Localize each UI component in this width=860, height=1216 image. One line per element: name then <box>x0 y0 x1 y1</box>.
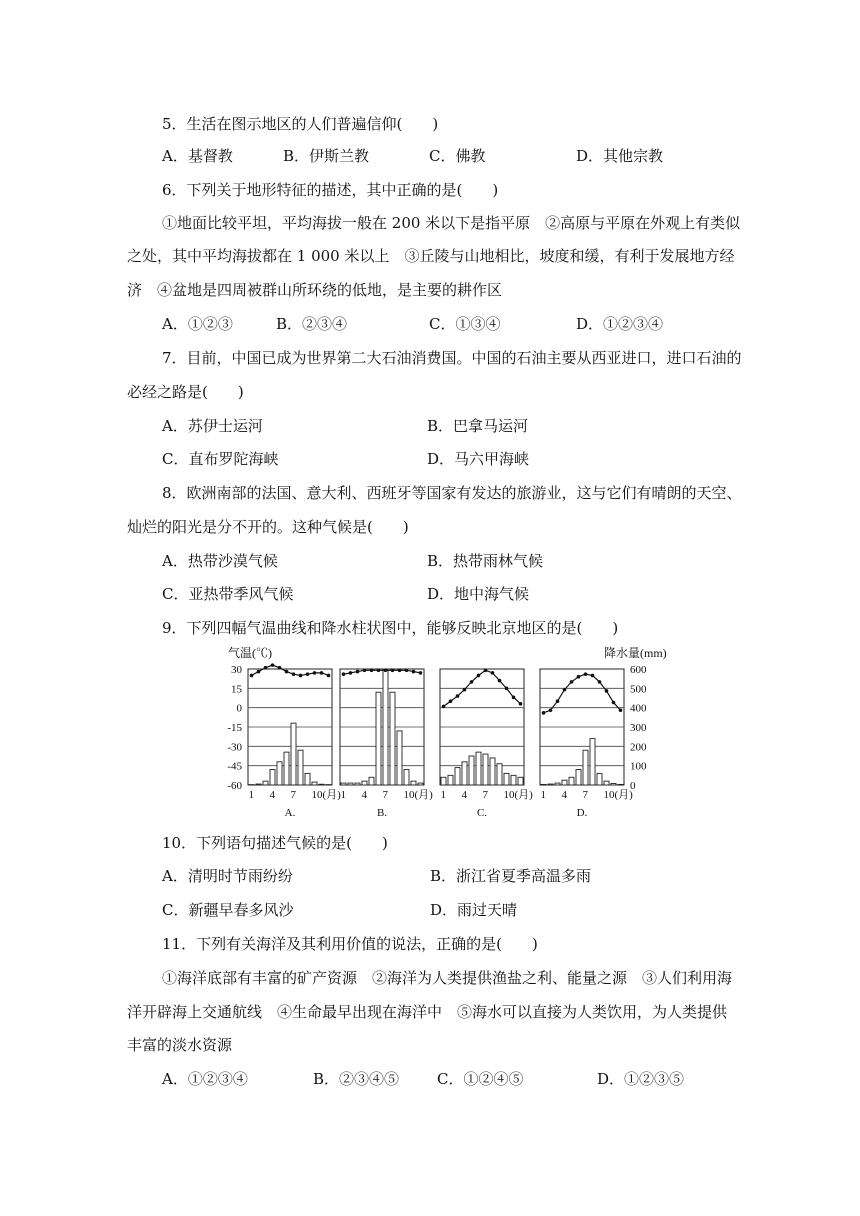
temp-point <box>250 674 254 678</box>
temp-point <box>605 689 609 693</box>
temp-point <box>377 668 381 672</box>
precip-bar <box>618 784 623 785</box>
q6-option-d[interactable]: D．①②③④ <box>576 315 664 333</box>
temp-point <box>370 668 374 672</box>
q7-option-a[interactable]: A．苏伊士运河 <box>162 417 263 435</box>
precip-bar <box>312 782 317 785</box>
temp-tick-label: 30 <box>231 664 242 676</box>
temp-point <box>356 670 360 674</box>
panel-label: D. <box>576 807 588 819</box>
question-6-body-3: 济 ④盆地是四周被群山所环绕的低地，是主要的耕作区 <box>127 281 503 299</box>
precip-bar <box>497 764 502 785</box>
q5-option-d[interactable]: D．其他宗教 <box>576 147 664 165</box>
month-tick-label: 4 <box>269 789 275 801</box>
precip-bar <box>483 754 488 785</box>
temp-point <box>498 679 502 683</box>
temp-point <box>563 688 567 692</box>
q6-option-c[interactable]: C．①③④ <box>429 315 501 333</box>
precip-bar <box>511 775 516 785</box>
precip-bar <box>590 739 595 785</box>
q7-option-c[interactable]: C．直布罗陀海峡 <box>162 450 279 468</box>
question-11-body-2: 洋开辟海上交通航线 ④生命最早出现在海洋中 ⑤海水可以直接为人类饮用，为人类提供 <box>127 1003 728 1021</box>
temp-point <box>342 672 346 676</box>
temp-point <box>285 670 289 674</box>
temp-axis-ticks <box>227 664 242 792</box>
precip-bar <box>298 750 303 785</box>
chart-panel <box>248 663 341 819</box>
month-tick-label: 4 <box>461 789 467 801</box>
month-tick-label: 1 <box>340 789 346 801</box>
precip-tick-label: 100 <box>630 760 647 773</box>
temp-tick-label: 15 <box>231 683 242 696</box>
temp-point <box>384 668 388 672</box>
temp-point <box>398 668 402 672</box>
temp-point <box>271 663 275 667</box>
temp-point <box>484 668 488 672</box>
q10-option-c[interactable]: C．新疆早春多风沙 <box>162 901 294 919</box>
precip-bar <box>611 783 616 785</box>
precip-bar <box>541 784 546 785</box>
temp-point <box>442 705 446 709</box>
month-tick-label: 10(月) <box>311 789 341 801</box>
question-9-stem: 9．下列四幅气温曲线和降水柱状图中，能够反映北京地区的是( ) <box>162 619 619 637</box>
temp-point <box>412 670 416 674</box>
temp-point <box>505 687 509 691</box>
precip-tick-label: 500 <box>630 683 647 696</box>
temp-point <box>320 671 324 675</box>
precip-bar <box>404 770 409 785</box>
q5-option-c[interactable]: C．佛教 <box>429 147 486 165</box>
question-8-stem-1: 8．欧洲南部的法国、意大利、西班牙等国家有发达的旅游业，这与它们有晴朗的天空、 <box>162 484 742 502</box>
temp-point <box>491 671 495 675</box>
precip-bar <box>469 756 474 785</box>
question-11-body-1: ①海洋底部有丰富的矿产资源 ②海洋为人类提供渔盐之利、能量之源 ③人们利用海 <box>162 969 733 987</box>
question-11-stem: 11．下列有关海洋及其利用价值的说法，正确的是( ) <box>162 935 538 953</box>
precip-bar <box>418 783 423 785</box>
question-6-body-1: ①地面比较平坦，平均海拔一般在 200 米以下是指平原 ②高原与平原在外观上有类似 <box>162 214 741 232</box>
precip-bar <box>284 752 289 785</box>
precip-bar <box>604 781 609 785</box>
precip-bar <box>390 692 395 785</box>
precip-bar <box>562 780 567 785</box>
precip-bar <box>263 781 268 785</box>
q11-option-b[interactable]: B．②③④⑤ <box>313 1070 400 1088</box>
temp-point <box>463 688 467 692</box>
precip-bar <box>462 762 467 785</box>
precip-bar <box>397 731 402 785</box>
temp-point <box>598 680 602 684</box>
temp-point <box>264 666 268 670</box>
q11-option-d[interactable]: D．①②③⑤ <box>597 1070 685 1088</box>
month-tick-label: 10(月) <box>403 789 433 801</box>
month-tick-label: 4 <box>361 789 367 801</box>
precip-axis-ticks <box>630 664 647 792</box>
temp-point <box>257 670 261 674</box>
temp-point <box>477 674 481 678</box>
temp-point <box>577 675 581 679</box>
temp-point <box>619 708 623 712</box>
month-tick-label: 7 <box>382 789 388 801</box>
precip-bar <box>576 770 581 785</box>
panel-label: B. <box>376 807 388 819</box>
temp-point <box>612 701 616 705</box>
precip-bar <box>518 777 523 785</box>
temp-point <box>591 674 595 678</box>
temp-tick-label: -45 <box>227 760 242 773</box>
panel-label: C. <box>476 807 488 819</box>
temp-point <box>349 671 353 675</box>
temp-point <box>313 671 317 675</box>
precip-bar <box>476 752 481 785</box>
precip-bar <box>583 750 588 785</box>
q6-option-a[interactable]: A．①②③ <box>162 315 233 333</box>
precip-bar <box>383 669 388 785</box>
q8-option-d[interactable]: D．地中海气候 <box>427 585 530 603</box>
precip-bar <box>256 784 261 785</box>
precip-bar <box>555 783 560 785</box>
month-tick-label: 7 <box>482 789 488 801</box>
precip-bar <box>376 692 381 785</box>
chart-panel <box>540 669 633 819</box>
precip-bar <box>369 777 374 785</box>
precip-bar <box>341 783 346 785</box>
precip-bar <box>597 773 602 785</box>
temp-point <box>327 674 331 678</box>
precip-bar <box>441 777 446 785</box>
precip-bar <box>411 781 416 785</box>
temp-point <box>549 708 553 712</box>
q10-option-b[interactable]: B．浙江省夏季高温多雨 <box>430 867 592 885</box>
temp-point <box>470 680 474 684</box>
temp-point <box>519 702 523 706</box>
temp-point <box>299 674 303 678</box>
q8-option-b[interactable]: B．热带雨林气候 <box>427 552 544 570</box>
month-tick-label: 7 <box>290 789 296 801</box>
temp-axis-title: 气温(℃) <box>228 646 272 660</box>
q5-option-a[interactable]: A．基督教 <box>162 147 233 165</box>
q10-option-a[interactable]: A．清明时节雨纷纷 <box>162 867 293 885</box>
temp-point <box>570 680 574 684</box>
month-tick-label: 1 <box>440 789 446 801</box>
temp-point <box>512 696 516 700</box>
temp-tick-label: -60 <box>227 780 242 792</box>
precip-bar <box>448 775 453 785</box>
precip-bar <box>319 784 324 785</box>
precip-bar <box>362 781 367 785</box>
precip-bar <box>490 758 495 785</box>
precip-bar <box>548 784 553 785</box>
precip-bar <box>504 773 509 785</box>
temp-point <box>306 672 310 676</box>
chart-panels <box>248 663 633 819</box>
precip-tick-label: 300 <box>630 722 647 734</box>
month-tick-label: 1 <box>248 789 254 801</box>
temp-point <box>292 672 296 676</box>
q8-option-c[interactable]: C．亚热带季风气候 <box>162 585 294 603</box>
precip-bar <box>569 777 574 785</box>
question-8-stem-2: 灿烂的阳光是分不开的。这种气候是( ) <box>127 518 409 536</box>
precip-tick-label: 0 <box>630 780 636 792</box>
month-tick-label: 10(月) <box>503 789 533 801</box>
temp-point <box>542 711 546 715</box>
month-tick-label: 10(月) <box>603 789 633 801</box>
q10-option-d[interactable]: D．雨过天晴 <box>430 901 518 919</box>
temp-point <box>391 668 395 672</box>
question-10-stem: 10．下列语句描述气候的是( ) <box>162 834 388 852</box>
temp-tick-label: -30 <box>227 741 242 754</box>
precip-tick-label: 200 <box>630 741 647 754</box>
precip-bar <box>355 783 360 785</box>
question-6-body-2: 之处，其中平均海拔都在 1 000 米以上 ③丘陵与山地相比，坡度和缓，有利于发展地方经 <box>127 247 735 265</box>
precip-bar <box>270 770 275 785</box>
temp-point <box>363 668 367 672</box>
climate-charts <box>220 645 700 825</box>
q7-option-d[interactable]: D．马六甲海峡 <box>427 450 530 468</box>
temp-point <box>584 672 588 676</box>
temp-tick-label: -15 <box>227 722 242 734</box>
precip-bar <box>305 773 310 785</box>
panel-label: A. <box>284 807 296 819</box>
question-6-stem: 6．下列关于地形特征的描述，其中正确的是( ) <box>162 181 499 199</box>
temp-point <box>405 668 409 672</box>
temp-point <box>278 666 282 670</box>
question-7-stem-1: 7．目前，中国已成为世界第二大石油消费国。中国的石油主要从西亚进口，进口石油的 <box>162 349 742 367</box>
temp-point <box>419 671 423 675</box>
precip-tick-label: 600 <box>630 664 647 676</box>
temp-tick-label: 0 <box>236 702 242 715</box>
chart-panel <box>440 668 533 819</box>
question-11-body-3: 丰富的淡水资源 <box>127 1036 233 1054</box>
month-tick-label: 4 <box>561 789 567 801</box>
q7-option-b[interactable]: B．巴拿马运河 <box>427 417 529 435</box>
temp-point <box>449 699 453 703</box>
question-5-stem: 5．生活在图示地区的人们普遍信仰( ) <box>162 115 439 133</box>
precip-bar <box>348 783 353 785</box>
month-tick-label: 7 <box>582 789 588 801</box>
precip-axis-title: 降水量(mm) <box>604 646 667 660</box>
q11-option-a[interactable]: A．①②③④ <box>162 1070 248 1088</box>
q6-option-b[interactable]: B．②③④ <box>276 315 348 333</box>
q8-option-a[interactable]: A．热带沙漠气候 <box>162 552 278 570</box>
temp-point <box>456 694 460 698</box>
precip-bar <box>277 762 282 785</box>
month-tick-label: 1 <box>540 789 546 801</box>
question-7-stem-2: 必经之路是( ) <box>127 383 244 401</box>
chart-panel <box>340 668 433 819</box>
precip-tick-label: 400 <box>630 702 647 715</box>
precip-bar <box>291 723 296 785</box>
q11-option-c[interactable]: C．①②④⑤ <box>437 1070 524 1088</box>
temp-point <box>556 699 560 703</box>
q5-option-b[interactable]: B．伊斯兰教 <box>283 147 370 165</box>
precip-bar <box>455 768 460 785</box>
